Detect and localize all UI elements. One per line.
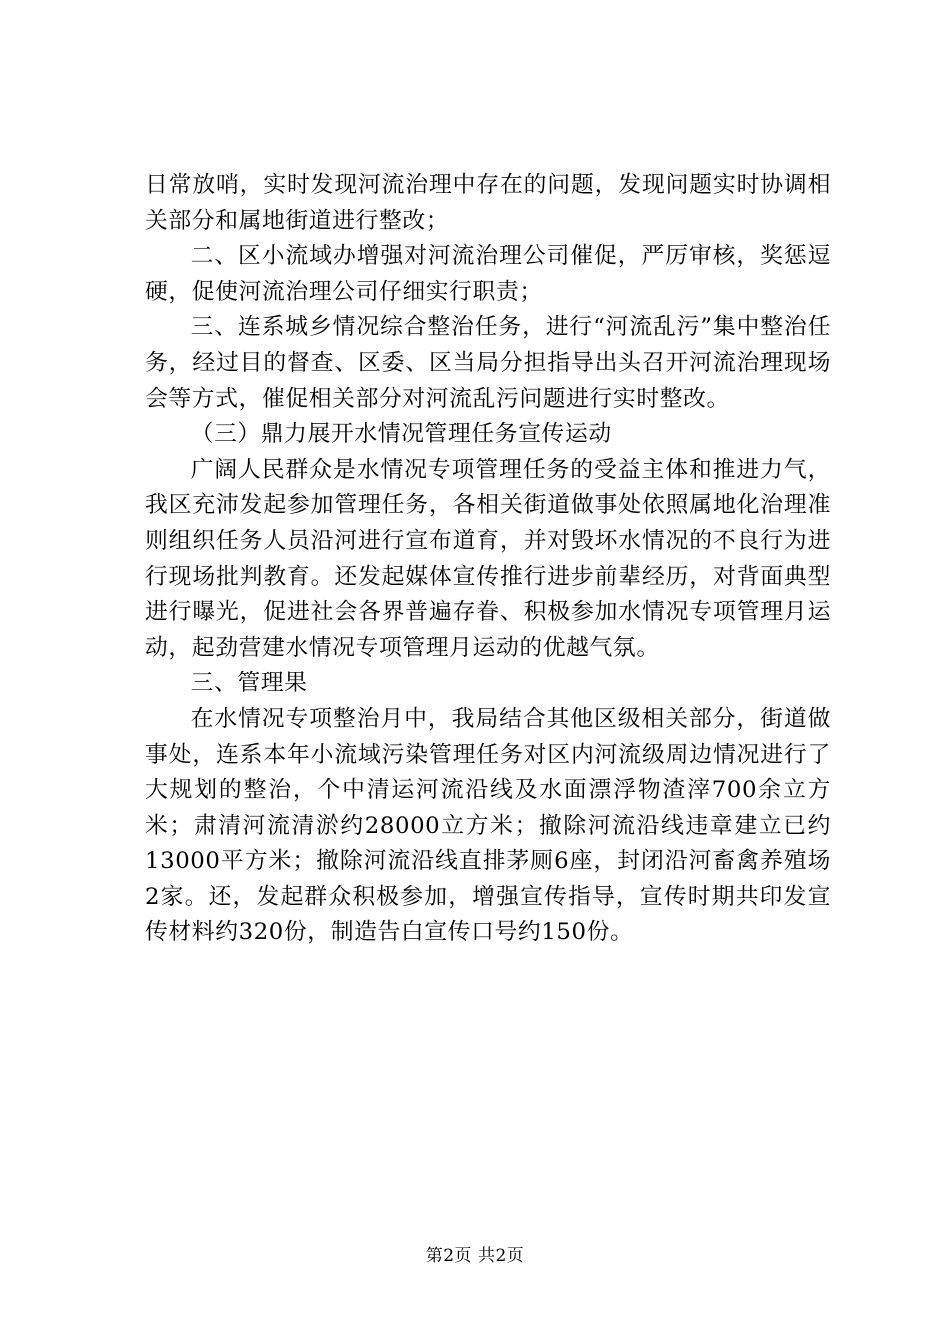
paragraph-2: 二、区小流域办增强对河流治理公司催促，严厉审核，奖惩逗硬，促使河流治理公司仔细实行职责； (145, 243, 831, 305)
page-footer: 第2页 共2页 (425, 1246, 525, 1266)
section-heading-results: 三、管理果 (190, 670, 308, 697)
section-heading-propaganda: （三）鼎力展开水情况管理任务宣传运动 (190, 421, 612, 448)
paragraph-1: 日常放哨，实时发现河流治理中存在的问题，发现问题实时协调相关部分和属地街道进行整改； (145, 172, 831, 234)
document-body (145, 168, 831, 951)
paragraph-7: 在水情况专项整治月中，我局结合其他区级相关部分，街道做事处，连系本年小流域污染管理任务对区内河流级周边情况进行了大规划的整治，个中清运河流沿线及水面漂浮物渣滓700余立方米；肃清河流清淤约28000立方米；撤除河流沿线违章建立已约13000平方米；撤除河流沿线直排茅厕6座，封闭沿河畜禽养殖场2家。还，发起群众积极参加，增强宣传指导，宣传时期共印发宣传材料约320份，制造告白宣传口号约150份。 (145, 705, 831, 946)
paragraph-3: 三、连系城乡情况综合整治任务，进行“河流乱污”集中整治任务，经过目的督查、区委、区当局分担指导出头召开河流治理现场会等方式，催促相关部分对河流乱污问题进行实时整改。 (145, 314, 831, 412)
paragraph-5: 广阔人民群众是水情况专项管理任务的受益主体和推进力气，我区充沛发起参加管理任务，各相关街道做事处依照属地化治理准则组织任务人员沿河进行宣布道育，并对毁坏水情况的不良行为进行现场批判教育。还发起媒体宣传推行进步前辈经历，对背面典型进行曝光，促进社会各界普遍存眷、积极参加水情况专项管理月运动，起劲营建水情况专项管理月运动的优越气氛。 (145, 456, 831, 661)
